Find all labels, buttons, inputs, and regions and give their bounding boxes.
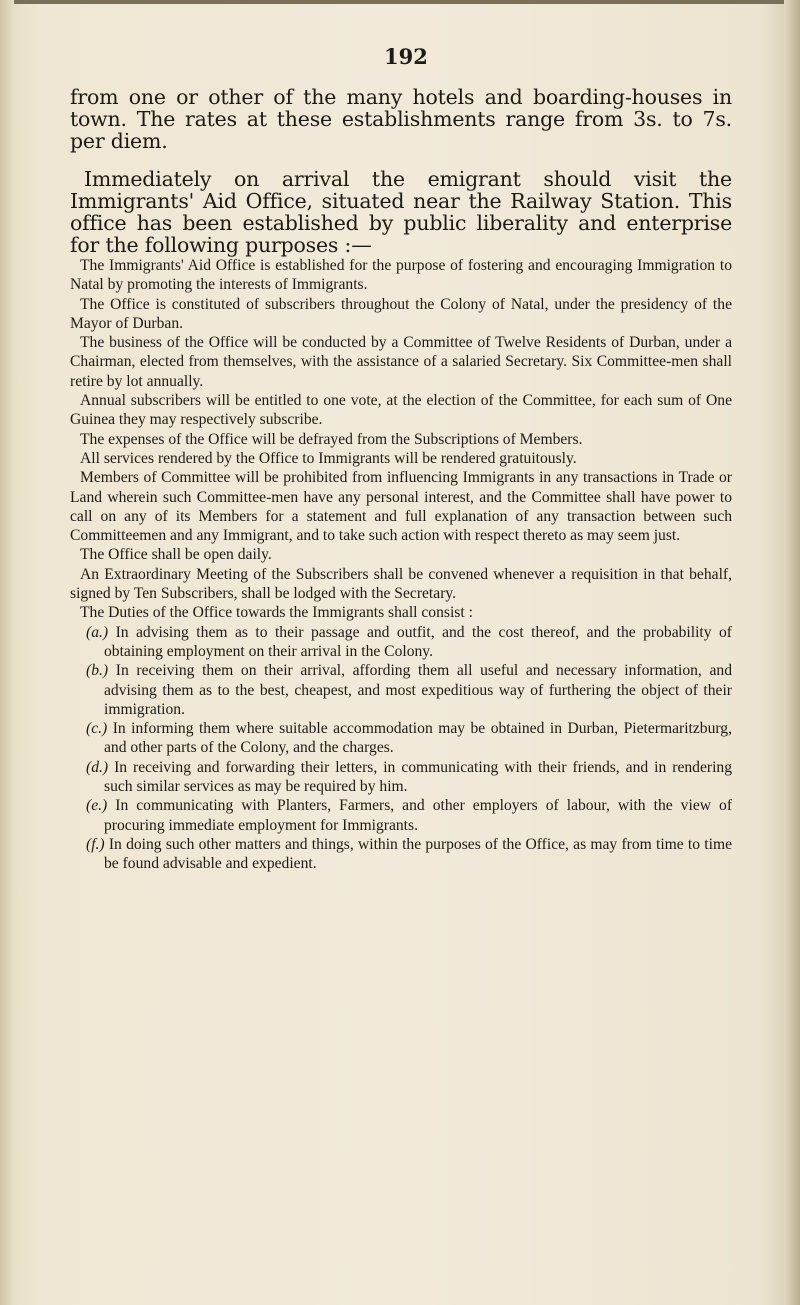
page-text (70, 86, 732, 874)
duty-item (78, 835, 732, 874)
duty-item (78, 661, 732, 719)
duties-list (70, 623, 732, 874)
duty-item (78, 758, 732, 797)
rule-paragraph: The business of the Office will be conducted by a Committee of Twelve Residents of Durban, under a Chairman, elected from themselves, with the assistance of a salaried Secretary. Six Committee-men shall retire by lot annually. (70, 334, 732, 390)
office-rules (70, 256, 732, 623)
rule-paragraph: The Office shall be open daily. (80, 546, 272, 564)
page-number: 192 (384, 44, 428, 69)
duty-marker: (a.) (86, 623, 109, 641)
rule-paragraph: Annual subscribers will be entitled to one vote, at the election of the Committee, for each sum of One Guinea they may respectively subscribe. (70, 392, 732, 429)
intro-paragraph: from one or other of the many hotels and boarding-houses in town. The rates at these establishments range from 3s. to 7s. per diem. (70, 85, 732, 153)
rule-paragraph: Members of Committee will be prohibited from influencing Immigrants in any transactions in Trade or Land wherein such Committee-men have any personal interest, and the Committee shall have power to call on any of its Members for a statement and full explanation of any transaction between such Committeemen and any Immigrant, and to take such action with respect thereto as may seem just. (70, 469, 732, 545)
rule-paragraph: All services rendered by the Office to Immigrants will be rendered gratuitously. (80, 449, 577, 467)
duty-item (78, 796, 732, 835)
rule-paragraph: An Extraordinary Meeting of the Subscribers shall be convened whenever a requisition in that behalf, signed by Ten Subscribers, shall be lodged with the Secretary. (70, 565, 732, 603)
arrival-paragraph: Immediately on arrival the emigrant should visit the Immigrants' Aid Office, situated near the Railway Station. This office has been established by public liberality and enterprise for the following purposes :— (70, 167, 732, 257)
top-border (0, 0, 800, 4)
duty-text: In doing such other matters and things, within the purposes of the Office, as may from time to time be found advisable and expedient. (104, 835, 732, 873)
right-page-edge (784, 0, 800, 1305)
duty-text: In advising them as to their passage and outfit, and the cost thereof, and the probability of obtaining employment on their arrival in the Colony. (104, 623, 732, 660)
duty-marker: (f.) (86, 835, 105, 853)
left-page-edge (0, 0, 14, 1305)
rule-paragraph: The Immigrants' Aid Office is established for the purpose of fostering and encouraging Immigration to Natal by promoting the interests of Immigrants. (70, 257, 732, 294)
duties-intro: The Duties of the Office towards the Immigrants shall consist : (80, 604, 473, 622)
duty-text: In informing them where suitable accommodation may be obtained in Durban, Pietermaritzburg, and other parts of the Colony, and the charges. (104, 720, 732, 757)
rule-paragraph: The Office is constituted of subscribers throughout the Colony of Natal, under the presidency of the Mayor of Durban. (70, 295, 732, 332)
duty-marker: (e.) (86, 797, 108, 815)
duty-item (78, 719, 732, 758)
duty-text: In receiving them on their arrival, affording them all useful and necessary information, and advising them as to the best, cheapest, and most expeditious way of furthering the object of their immigration. (104, 662, 732, 718)
duty-marker: (b.) (86, 662, 109, 680)
duty-marker: (d.) (86, 758, 109, 776)
rule-paragraph: The expenses of the Office will be defrayed from the Subscriptions of Members. (80, 430, 583, 448)
duty-text: In communicating with Planters, Farmers, and other employers of labour, with the view of procuring immediate employment for Immigrants. (104, 797, 733, 834)
duty-marker: (c.) (86, 720, 108, 738)
duty-item (78, 623, 732, 662)
duty-text: In receiving and forwarding their letters, in communicating with their friends, and in rendering such similar services as may be required by him. (104, 758, 732, 796)
